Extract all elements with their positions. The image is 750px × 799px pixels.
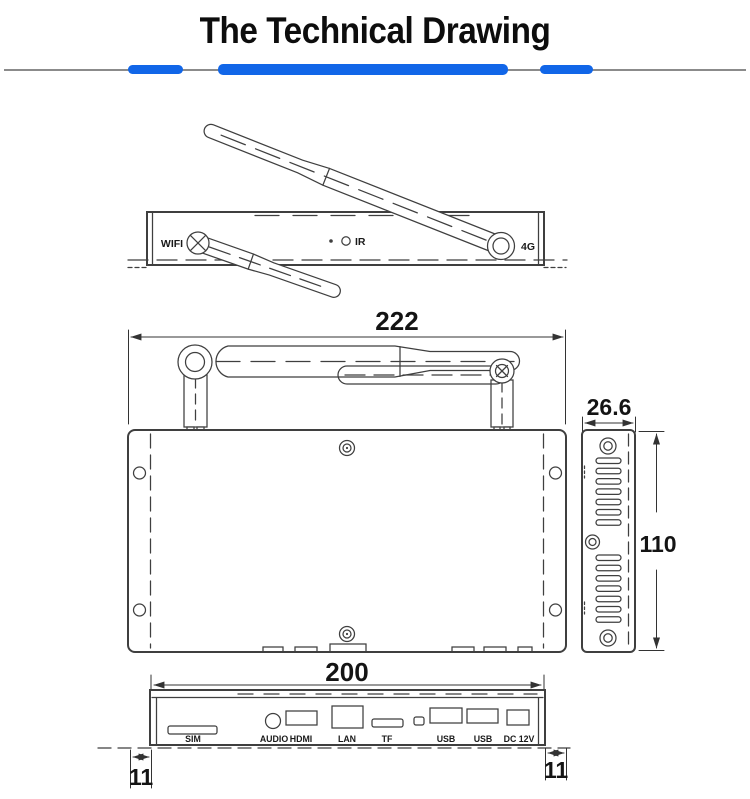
folded-antenna-left <box>216 346 520 377</box>
divider-accent-left <box>128 65 183 74</box>
lan-label: LAN <box>337 734 357 744</box>
audio-label: AUDIO <box>259 734 289 744</box>
ir-label: IR <box>355 236 366 248</box>
antenna-post-right <box>491 380 513 430</box>
front-view-drawing <box>98 657 570 790</box>
antenna-knuckle-left <box>178 345 212 379</box>
dim-11-left-label: 11 <box>128 764 154 790</box>
dim-11-right-label: 11 <box>543 757 569 783</box>
side-view-drawing <box>128 120 567 300</box>
antenna-post-left <box>184 375 207 430</box>
technical-drawing-canvas <box>0 90 750 799</box>
led-dot <box>329 239 333 243</box>
dim-200-label: 200 <box>325 657 369 687</box>
4g-connector <box>488 233 515 260</box>
dc12v-label: DC 12V <box>503 734 535 744</box>
dim-110-label: 110 <box>639 531 677 557</box>
top-view-body <box>128 430 566 652</box>
dim-26.6-label: 26.6 <box>586 394 632 420</box>
end-view-drawing <box>582 394 677 652</box>
wifi-label: WIFI <box>160 238 184 250</box>
4g-label: 4G <box>520 241 536 253</box>
tf-label: TF <box>381 734 393 744</box>
divider-accent-right <box>540 65 593 74</box>
sim-label: SIM <box>185 734 201 744</box>
top-view-drawing <box>128 306 566 652</box>
hdmi-label: HDMI <box>289 734 313 744</box>
page-title: The Technical Drawing <box>199 10 551 51</box>
divider-accent-center <box>218 64 508 75</box>
usb-label-1: USB <box>436 734 456 744</box>
dim-222-label: 222 <box>375 306 419 336</box>
usb-label-2: USB <box>473 734 493 744</box>
